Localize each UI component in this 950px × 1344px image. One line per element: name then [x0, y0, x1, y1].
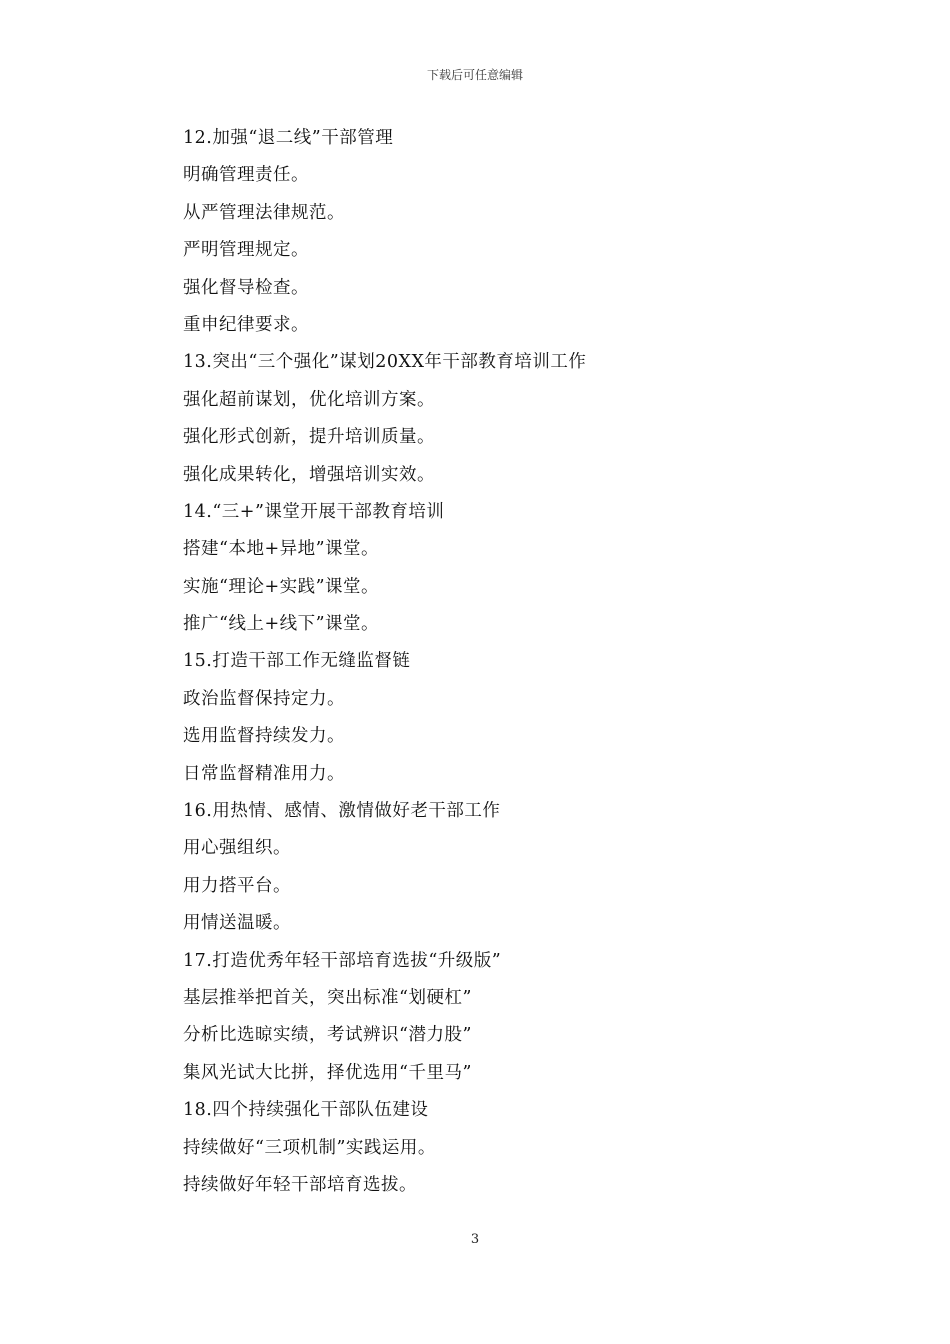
- heading-16: 16.用热情、感情、激情做好老干部工作: [183, 801, 501, 822]
- list-item: 持续做好年轻干部培育选拔。: [183, 1174, 417, 1195]
- list-item: 持续做好“三项机制”实践运用。: [183, 1137, 436, 1158]
- heading-18: 18.四个持续强化干部队伍建设: [183, 1100, 429, 1121]
- list-item: 搭建“本地+异地”课堂。: [183, 539, 380, 560]
- page-number: 3: [470, 1232, 480, 1247]
- document-body: [183, 120, 823, 1204]
- list-item: 集风光试大比拼，择优选用“千里马”: [183, 1062, 472, 1083]
- list-item: 日常监督精准用力。: [183, 763, 345, 784]
- list-item: 用心强组织。: [183, 838, 291, 859]
- heading-17: 17.打造优秀年轻干部培育选拔“升级版”: [183, 950, 502, 971]
- heading-14: 14.“三+”课堂开展干部教育培训: [183, 501, 445, 522]
- list-item: 政治监督保持定力。: [183, 688, 345, 709]
- list-item: 从严管理法律规范。: [183, 202, 345, 223]
- list-item: 强化超前谋划，优化培训方案。: [183, 389, 435, 410]
- list-item: 推广“线上+线下”课堂。: [183, 614, 380, 635]
- list-item: 选用监督持续发力。: [183, 726, 345, 747]
- heading-12: 12.加强“退二线”干部管理: [183, 128, 394, 148]
- list-item: 用情送温暖。: [183, 913, 291, 934]
- list-item: 重申纪律要求。: [183, 314, 309, 335]
- list-item: 强化成果转化，增强培训实效。: [183, 464, 435, 485]
- page-header: 下载后可任意编辑: [426, 68, 523, 82]
- list-item: 基层推举把首关，突出标准“划硬杠”: [183, 987, 472, 1008]
- list-item: 实施“理论+实践”课堂。: [183, 576, 380, 597]
- heading-13: 13.突出“三个强化”谋划20XX年干部教育培训工作: [183, 352, 587, 373]
- heading-15: 15.打造干部工作无缝监督链: [183, 651, 411, 672]
- list-item: 明确管理责任。: [183, 165, 309, 186]
- list-item: 强化形式创新，提升培训质量。: [183, 427, 435, 448]
- list-item: 强化督导检查。: [183, 277, 309, 298]
- list-item: 严明管理规定。: [183, 240, 309, 261]
- list-item: 分析比选晾实绩，考试辨识“潜力股”: [183, 1025, 472, 1046]
- list-item: 用力搭平台。: [183, 875, 291, 896]
